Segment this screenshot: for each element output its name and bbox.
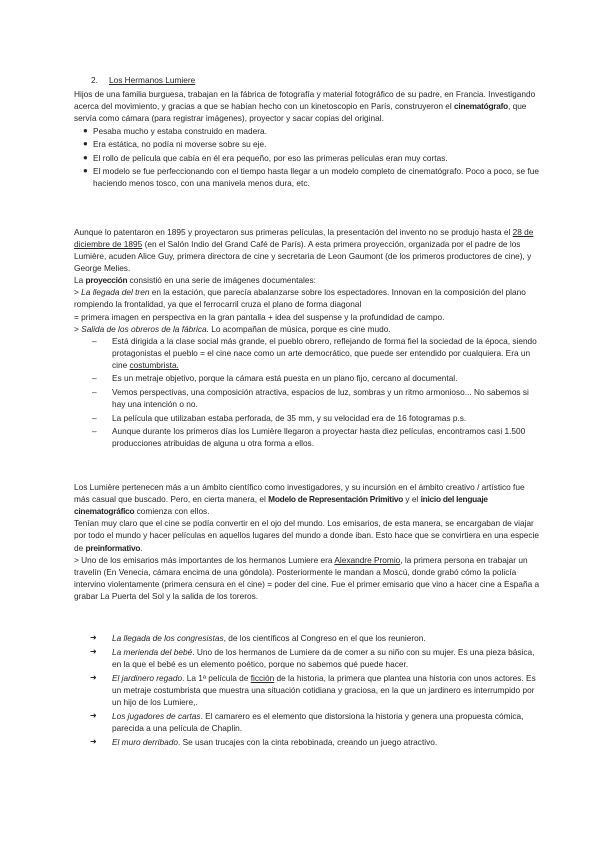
- dash-underlined-term: costumbrista.: [129, 359, 179, 370]
- dash-marker-icon: –: [92, 412, 97, 423]
- bullet-item: [74, 165, 540, 189]
- film-train-paragraph: [74, 286, 540, 310]
- scientific-text-1: Los Lumière pertenecen más a un ámbito científico como investigadores, y su incursión en el ámbito creativo / artístico fue más casual que buscado. Pero, en cierta manera, el: [74, 482, 525, 505]
- patent-paragraph: [74, 226, 540, 274]
- intro-paragraph: [74, 88, 540, 124]
- projection-paragraph: [74, 274, 540, 286]
- dash-text: La película que utilizaban estaba perforada, de 35 mm, y su velocidad era de 16 fotogramas p.s.: [112, 412, 467, 423]
- dash-text: Es un metraje objetivo, porque la cámara está puesta en un plano fijo, cercano al documental.: [112, 373, 458, 384]
- presentation-date: 28 de diciembre de 1895: [74, 226, 534, 249]
- dash-marker-icon: –: [92, 426, 97, 437]
- arrow-right-icon: ➜: [90, 632, 97, 642]
- intro-bold-term: cinematógrafo: [454, 101, 508, 112]
- bullet-text: Era estática, no podía ni moverse sobre su eje.: [93, 139, 267, 150]
- scientific-text-2: y el: [403, 494, 421, 505]
- film-title: La llegada de los congresistas: [112, 632, 224, 643]
- promio-name: Alexandre Promio: [334, 554, 401, 565]
- film-title: La llegada del tren: [81, 287, 150, 298]
- emissaries-paragraph: [74, 517, 540, 553]
- cinematografo-bullet-list: [74, 125, 540, 188]
- arrow-item: [74, 632, 540, 644]
- section-number: 2.: [91, 75, 98, 85]
- dash-text: Aunque durante los primeros días los Lumière llegaron a proyectar hasta diez películas, encontramos casi 1.500 producciones atribuidas de alguna u otra forma a ellos.: [112, 426, 526, 449]
- patent-text-1: Aunque lo patentaron en 1895 y proyectaron sus primeras películas, la presentación del invento no se produjo hasta el: [74, 226, 513, 237]
- film-title: Salida de los obreros de la fábrica.: [81, 323, 209, 334]
- projection-text-1: La: [74, 275, 86, 286]
- bullet-dot-icon: ●: [83, 165, 88, 175]
- film-description: , de los científicos al Congreso en el que los reunieron.: [223, 632, 426, 643]
- dash-item: [74, 335, 540, 371]
- bullet-item: [74, 125, 540, 137]
- patent-text-2: (en el Salón Indio del Grand Café de París). A esta primera proyección, organizada por el padre de los Lumière, acuden Alice Guy, primera directora de cine y secretaria de Leon Gaumont (de los primeros productores de cine), y George Melies.: [74, 238, 532, 274]
- emissaries-text-1: Tenían muy claro que el cine se podía convertir en el ojo del mundo. Los emisarios, de esta manera, se encargaban de viajar por todo el mundo y hacer películas en aquellos lugares del mundo a donde iban. Esto hace que se convirtiera en una especie de: [74, 518, 539, 553]
- film-description: en la estación, que parecía abalanzarse sobre los espectadores. Innovan en la composición del plano rompiendo la frontalidad, ya que el ferrocarril cruza el plano de forma diagonal: [74, 287, 526, 310]
- scientific-paragraph: [74, 481, 540, 517]
- film-description: . Se usan trucajes con la cinta rebobinada, creando un juego atractivo.: [177, 736, 438, 747]
- dash-marker-icon: –: [92, 335, 97, 346]
- arrow-right-icon: ➜: [90, 710, 97, 720]
- emissaries-text-2: .: [140, 542, 143, 553]
- film-prefix: >: [74, 287, 82, 298]
- bullet-text: El modelo se fue perfeccionando con el tiempo hasta llegar a un modelo completo de cinematógrafo. Poco a poco, se fue haciendo menos tosco, con una manivela menos dura, etc.: [93, 165, 540, 188]
- dash-item: [74, 425, 540, 449]
- section-heading: [74, 74, 540, 86]
- arrow-item: [74, 672, 540, 708]
- arrow-item: [74, 646, 540, 670]
- arrow-item: [74, 710, 540, 734]
- arrow-right-icon: ➜: [90, 672, 97, 682]
- dash-marker-icon: –: [92, 373, 97, 384]
- promio-paragraph: [74, 554, 540, 602]
- dash-text: Está dirigida a la clase social más grande, el pueblo obrero, reflejando de forma fiel la sociedad de la época, siendo protagonistas el pueblo = el cine nace como un arte democrático, que puede ser entendido por cualquiera. Era un cine: [112, 335, 537, 370]
- dash-text: Vemos perspectivas, una composición atractiva, espacios de luz, sombras y un ritmo armonioso... No sabemos si hay una intención o no.: [112, 387, 529, 410]
- dash-item: [74, 372, 540, 384]
- film-description: . La 1ª película de: [182, 672, 251, 683]
- dash-item: [74, 412, 540, 424]
- preinformativo-bold-term: preinformativo: [85, 542, 141, 553]
- bullet-dot-icon: ●: [83, 152, 88, 162]
- promio-text-2: , la primera persona en trabajar un travelín (En Venecia, cámara encima de una góndola). Posteriormente le mandan a Moscú, donde grabó cómo la policía intervino violentamente (primera censura en el cine) = poder del cine. Fue el primer emisario que vino a hacer cine a España a grabar La Puerta del Sol y la salida de los toreros.: [74, 554, 540, 601]
- section-title: Los Hermanos Lumiere: [109, 75, 196, 85]
- bullet-text: Pesaba mucho y estaba construido en madera.: [93, 126, 267, 137]
- intro-text-2: , que servía como cámara (para registrar imágenes), proyector y sacar copias del original.: [74, 101, 527, 124]
- bullet-dot-icon: ●: [83, 126, 88, 136]
- film-description: . Uno de los hermanos de Lumiere da de comer a su niño con su mujer. Es una pieza básica, en la que el bebé es un elemento poético, porque no sabemos qué puede hacer.: [112, 646, 535, 669]
- film-title: El jardinero regado: [112, 672, 183, 683]
- arrow-right-icon: ➜: [90, 736, 97, 746]
- projection-bold-term: proyección: [85, 275, 128, 286]
- bullet-text: El rollo de película que cabía en él era pequeño, por eso las primeras películas eran muy cortas.: [93, 152, 448, 163]
- film-description: Lo acompañan de música, porque es cine mudo.: [208, 323, 391, 334]
- film-title: La merienda del bebé: [112, 646, 193, 657]
- film-title: Los jugadores de cartas: [112, 710, 201, 721]
- arrow-item: [74, 736, 540, 748]
- promio-text-1: > Uno de los emisarios más importantes de los hermanos Lumiere era: [74, 554, 335, 565]
- film-description: . El camarero es el elemento que distorsiona la historia y genera una propuesta cómica, parecida a una película de Chaplin.: [112, 710, 524, 734]
- workers-film-dash-list: [74, 335, 540, 450]
- fiction-term: ficción: [250, 672, 275, 683]
- scientific-text-3: comienza con ellos.: [134, 506, 210, 517]
- film-title: El muro derribado: [112, 736, 178, 747]
- bullet-dot-icon: ●: [83, 139, 88, 149]
- film-workers-paragraph: [74, 323, 540, 335]
- dash-marker-icon: –: [92, 387, 97, 398]
- film-prefix: >: [74, 323, 82, 334]
- film-train-conclusion: = primera imagen en perspectiva en la gran pantalla + idea del suspense y la profundidad de campo.: [74, 311, 445, 322]
- film-description-tail: de la historia, la primera que plantea una historia con unos actores. Es un metraje costumbrista que muestra una situación cotidiana y graciosa, en la que un jardinero es interrumpido por un hijo de los Lumiere,.: [112, 672, 536, 708]
- bullet-item: [74, 152, 540, 164]
- films-arrow-list: [74, 632, 540, 748]
- bullet-item: [74, 138, 540, 150]
- mrp-bold-term: Modelo de Representación Primitivo: [268, 494, 404, 505]
- projection-text-2: consistió en una serie de imágenes documentales:: [127, 275, 316, 286]
- language-bold-term: inicio del lenguaje cinematográfico: [74, 494, 488, 517]
- arrow-right-icon: ➜: [90, 646, 97, 656]
- intro-text-1: Hijos de una familia burguesa, trabajan en la fábrica de fotografía y material fotográfico de su padre, en Francia. Investigando acerca del movimiento, y gracias a que se habían hecho con un kinetoscopio en París, construyeron el: [74, 89, 536, 112]
- dash-item: [74, 386, 540, 410]
